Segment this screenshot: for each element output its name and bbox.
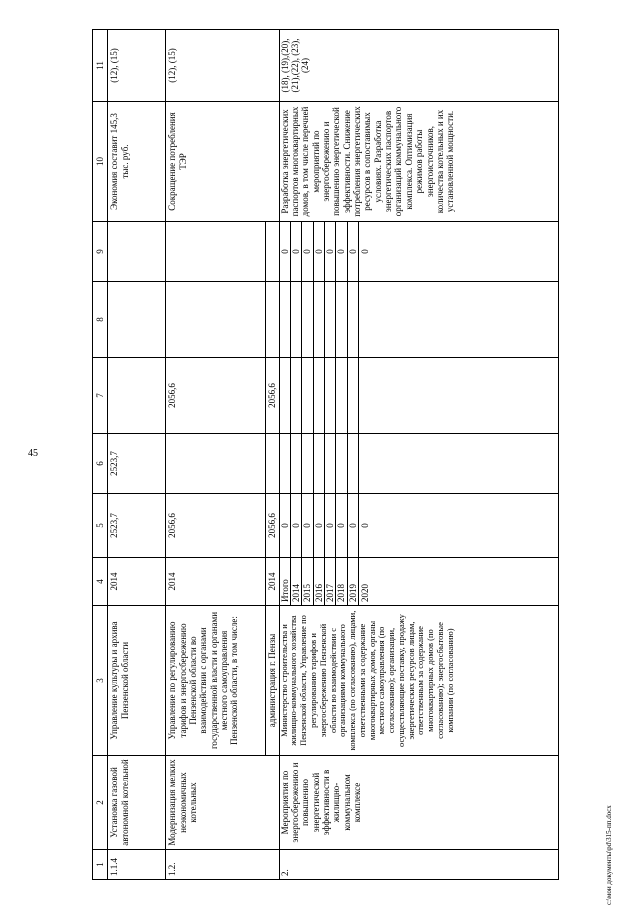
year: 2014 (166, 558, 266, 606)
header-cell: 1 (93, 850, 108, 880)
header-cell: 11 (93, 30, 108, 102)
measure-name: Модернизация мелких неэкономичных котельных (166, 756, 279, 850)
col9-value (166, 222, 266, 282)
col7-value (347, 358, 358, 434)
col7-value (108, 358, 166, 434)
col8-value (302, 282, 313, 358)
header-row (93, 30, 108, 880)
col6-value (302, 434, 313, 494)
col6-value (325, 434, 336, 494)
footer-file-path: c:\мои документы\pd\315-пп.docx (605, 805, 613, 905)
row-number: 1.2. (166, 850, 279, 880)
col7-value (313, 358, 324, 434)
col7-value (359, 358, 559, 434)
col5-value: 0 (325, 494, 336, 558)
year: 2018 (336, 558, 347, 606)
refs: (12), (15) (166, 30, 279, 102)
col6-value (166, 434, 266, 494)
year: 2015 (302, 558, 313, 606)
col6-value (359, 434, 559, 494)
col5-value: 0 (291, 494, 302, 558)
col9-value: 0 (313, 222, 324, 282)
effect: Экономия составит 145,3 тыс. руб. (108, 102, 166, 222)
col6-value (291, 434, 302, 494)
col9-value: 0 (325, 222, 336, 282)
sub-col7-value: 2056,6 (266, 358, 279, 434)
col9-value (108, 222, 166, 282)
col9-value: 0 (336, 222, 347, 282)
col6-value (347, 434, 358, 494)
effect: Разработка энергетических паспортов многоквартирных домов, в том числе перечней мероприятий по энергосбережению и повышению энергетической эффективности. Снижение потребления энергетических ресурсов в сопоставимых условиях. Разработка энергетических паспортов организаций коммунального комплекса. Оптимизация режимов работы энергоисточников, количества котельных и их установленной мощности. (279, 102, 558, 222)
col5-value: 0 (359, 494, 559, 558)
row-number: 1.1.4 (108, 850, 166, 880)
col9-value: 0 (291, 222, 302, 282)
header-cell: 10 (93, 102, 108, 222)
table-row (108, 30, 166, 880)
effect: Сокращение потребления ТЭР (166, 102, 279, 222)
col8-value (336, 282, 347, 358)
year: 2014 (291, 558, 302, 606)
header-cell: 4 (93, 558, 108, 606)
sub-col8-value (266, 282, 279, 358)
year: 2016 (313, 558, 324, 606)
refs: (12), (15) (108, 30, 166, 102)
row-number: 2. (279, 850, 558, 880)
header-cell: 3 (93, 606, 108, 756)
rotated-table-container (92, 30, 587, 880)
col8-value (359, 282, 559, 358)
col7-value (279, 358, 290, 434)
col5-value: 0 (336, 494, 347, 558)
col5-value: 2523,7 (108, 494, 166, 558)
header-cell: 2 (93, 756, 108, 850)
col8-value (279, 282, 290, 358)
col5-value: 0 (347, 494, 358, 558)
executor: Управление культуры и архива Пензенской области (108, 606, 166, 756)
year: 2019 (347, 558, 358, 606)
col5-value: 2056,6 (166, 494, 266, 558)
year: Итого (279, 558, 290, 606)
sub-col9-value (266, 222, 279, 282)
table-row (279, 30, 290, 880)
col5-value: 0 (279, 494, 290, 558)
col6-value (313, 434, 324, 494)
col7-value (291, 358, 302, 434)
year: 2017 (325, 558, 336, 606)
col6-value: 2523,7 (108, 434, 166, 494)
col8-value (291, 282, 302, 358)
sub-executor: администрация г. Пензы (266, 606, 279, 756)
col8-value (166, 282, 266, 358)
col5-value: 0 (313, 494, 324, 558)
col6-value (279, 434, 290, 494)
header-cell: 6 (93, 434, 108, 494)
sub-col5-value: 2056,6 (266, 494, 279, 558)
executor: Министерство строительства и жилищно-коммунального хозяйства Пензенской области, Управление по регулированию тарифов и энергосбережению Пензенской области во взаимодействии с организациями коммунального комплекса (по согласованию), лицами, ответственными за содержание многоквартирных домов, органы местного самоуправления (по согласованию); организации, осуществляющие поставку, продажу энергетических ресурсов лицам, ответственным за содержание многоквартирных домов (по согласованию); энергосбытовые компании (по согласованию) (279, 606, 558, 756)
year: 2020 (359, 558, 559, 606)
col8-value (347, 282, 358, 358)
col7-value (325, 358, 336, 434)
col7-value (302, 358, 313, 434)
col7-value: 2056,6 (166, 358, 266, 434)
page-number: 45 (28, 448, 38, 459)
header-cell: 5 (93, 494, 108, 558)
table-row (166, 30, 266, 880)
col9-value: 0 (302, 222, 313, 282)
col5-value: 0 (302, 494, 313, 558)
executor: Управление по регулированию тарифов и энергосбережению Пензенской области во взаимодействии с органами государственной власти и органами местного самоуправления Пензенской области, в том числе: (166, 606, 266, 756)
measure-name: Установка газовой автономной котельной (108, 756, 166, 850)
col8-value (108, 282, 166, 358)
col9-value: 0 (279, 222, 290, 282)
col6-value (336, 434, 347, 494)
year: 2014 (108, 558, 166, 606)
header-cell: 9 (93, 222, 108, 282)
refs: (18), (19),(20), (21),(22), (23),(24) (279, 30, 558, 102)
col8-value (325, 282, 336, 358)
sub-year: 2014 (266, 558, 279, 606)
col7-value (336, 358, 347, 434)
header-cell: 7 (93, 358, 108, 434)
col9-value: 0 (347, 222, 358, 282)
sub-col6-value (266, 434, 279, 494)
col8-value (313, 282, 324, 358)
col9-value: 0 (359, 222, 559, 282)
header-cell: 8 (93, 282, 108, 358)
measures-table (92, 29, 559, 880)
measure-name: Мероприятия по энергосбережению и повышению энергетической эффективности в жилищно-коммунальном комплексе (279, 756, 558, 850)
